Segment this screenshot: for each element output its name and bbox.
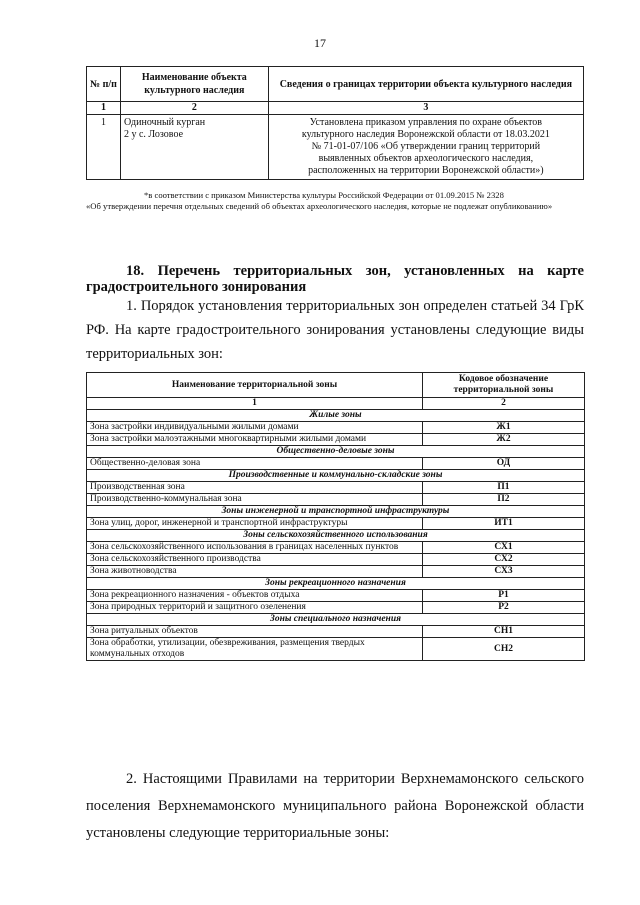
zone-name: Зона природных территорий и защитного озеленения: [87, 602, 423, 614]
zone-name: Зона обработки, утилизации, обезвреживания, размещения твердых коммунальных отходов: [87, 638, 423, 661]
paragraph-text: 1. Порядок установления территориальных зон определен статьей 34 ГрК РФ. На карте градостроительного зонирования установлены следующие виды территориальных зон:: [86, 298, 584, 362]
zone-group-row: [87, 446, 585, 458]
section-title-line: 18. Перечень территориальных зон, установленных на карте: [126, 263, 584, 279]
table-row: [87, 422, 585, 434]
zone-group-row: [87, 470, 585, 482]
zones-header-row: [87, 373, 585, 398]
zone-code: ОД: [423, 458, 585, 470]
header-object-name: Наименование объекта культурного наследия: [120, 67, 268, 102]
zone-code: П1: [423, 482, 585, 494]
boundary-info-line: выявленных объектов археологического наследия,: [318, 153, 534, 164]
footnote: [86, 190, 584, 211]
zone-group-title: Жилые зоны: [87, 410, 585, 422]
zone-group-title: Зоны сельскохозяйственного использования: [87, 530, 585, 542]
table-row: [87, 602, 585, 614]
zones-index-row: [87, 398, 585, 410]
zone-group-row: [87, 578, 585, 590]
table-row: [87, 566, 585, 578]
zone-group-title: Общественно-деловые зоны: [87, 446, 585, 458]
zone-name: Зона рекреационного назначения - объектов отдыха: [87, 590, 423, 602]
zone-name: Зона сельскохозяйственного производства: [87, 554, 423, 566]
boundary-info-line: Установлена приказом управления по охране объектов: [309, 117, 543, 128]
table-row: [87, 494, 585, 506]
zone-code: Ж2: [423, 434, 585, 446]
section-title: [86, 263, 584, 295]
zone-name: Зона застройки малоэтажными многоквартирными жилыми домами: [87, 434, 423, 446]
zones-table: [86, 372, 585, 661]
footnote-line: «Об утверждении перечня отдельных сведений об объектах археологического наследия, которые не подлежат опубликованию»: [86, 200, 553, 211]
zone-code: ИТ1: [423, 518, 585, 530]
index-cell: 2: [423, 398, 585, 410]
heritage-table: [86, 66, 584, 180]
table-row: [87, 638, 585, 661]
paragraph-1: [86, 294, 584, 366]
paragraph-2: [86, 766, 584, 847]
boundary-info: [268, 115, 583, 180]
index-cell: 1: [87, 102, 121, 115]
zone-name: Производственная зона: [87, 482, 423, 494]
object-name-line: Одиночный курган: [123, 117, 206, 128]
table-row: [87, 434, 585, 446]
zone-code: Р1: [423, 590, 585, 602]
zone-code: СН1: [423, 626, 585, 638]
zone-group-title: Зоны инженерной и транспортной инфраструктуры: [87, 506, 585, 518]
zone-group-row: [87, 530, 585, 542]
boundary-info-line: культурного наследия Воронежской области от 18.03.2021: [301, 129, 550, 140]
index-cell: 3: [268, 102, 583, 115]
table-row: [87, 458, 585, 470]
zone-code: СХ3: [423, 566, 585, 578]
zone-code: СХ2: [423, 554, 585, 566]
index-cell: 2: [120, 102, 268, 115]
object-name: [120, 115, 268, 180]
paragraph-line: 2. Настоящими Правилами на территории Верхнемамонского сельского: [126, 771, 584, 787]
table-row: [87, 554, 585, 566]
footnote-line: *в соответствии с приказом Министерства культуры Российской Федерации от 01.09.2015 № 2328: [144, 190, 504, 200]
zone-name: Зона улиц, дорог, инженерной и транспортной инфраструктуры: [87, 518, 423, 530]
zone-group-title: Производственные и коммунально-складские зоны: [87, 470, 585, 482]
paragraph-line: установлены следующие территориальные зоны:: [86, 825, 390, 841]
table-row: [87, 542, 585, 554]
table-row: [87, 626, 585, 638]
table-row: [87, 482, 585, 494]
zone-code: СН2: [423, 638, 585, 661]
zone-group-title: Зоны рекреационного назначения: [87, 578, 585, 590]
zone-group-title: Зоны специального назначения: [87, 614, 585, 626]
zone-code: Ж1: [423, 422, 585, 434]
zone-name: Общественно-деловая зона: [87, 458, 423, 470]
zone-name: Производственно-коммунальная зона: [87, 494, 423, 506]
header-zone-code: Кодовое обозначение территориальной зоны: [423, 373, 585, 398]
boundary-info-line: № 71-01-07/106 «Об утверждении границ территорий: [311, 141, 541, 152]
table-row: [87, 115, 584, 180]
heritage-index-row: [87, 102, 584, 115]
zone-group-row: [87, 506, 585, 518]
boundary-info-line: расположенных на территории Воронежской области»): [308, 165, 544, 176]
zone-name: Зона застройки индивидуальными жилыми домами: [87, 422, 423, 434]
index-cell: 1: [87, 398, 423, 410]
header-num: № п/п: [87, 67, 121, 102]
zone-code: СХ1: [423, 542, 585, 554]
table-row: [87, 590, 585, 602]
table-row: [87, 518, 585, 530]
header-boundaries: Сведения о границах территории объекта культурного наследия: [268, 67, 583, 102]
zone-name: Зона сельскохозяйственного использования в границах населенных пунктов: [87, 542, 423, 554]
header-zone-name: Наименование территориальной зоны: [87, 373, 423, 398]
heritage-header-row: [87, 67, 584, 102]
row-number: 1: [87, 115, 121, 180]
zone-group-row: [87, 410, 585, 422]
page-number: 17: [314, 36, 326, 50]
zone-group-row: [87, 614, 585, 626]
zone-code: П2: [423, 494, 585, 506]
object-name-line: 2 у с. Лозовое: [123, 129, 184, 140]
section-title-line: градостроительного зонирования: [86, 279, 307, 295]
zone-name: Зона ритуальных объектов: [87, 626, 423, 638]
zone-code: Р2: [423, 602, 585, 614]
paragraph-line: поселения Верхнемамонского муниципального района Воронежской области: [86, 798, 584, 814]
zone-name: Зона животноводства: [87, 566, 423, 578]
